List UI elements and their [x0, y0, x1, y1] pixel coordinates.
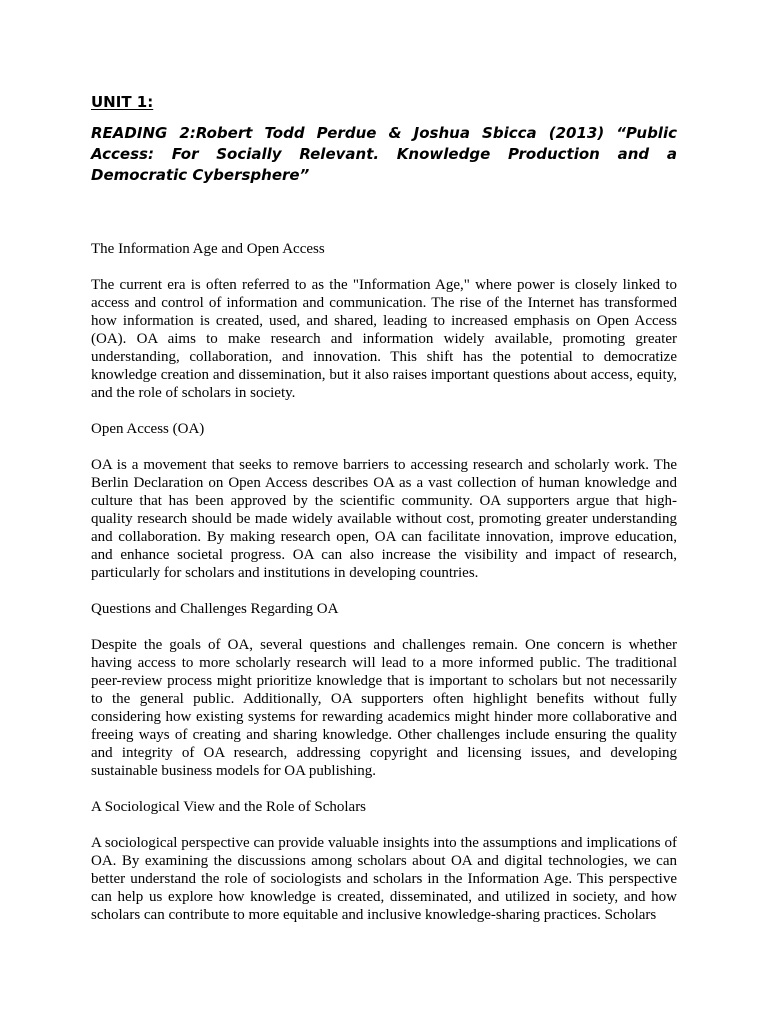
section-paragraph: A sociological perspective can provide valuable insights into the assumptions and implications of OA. By examining the discussions among scholars about OA and digital technologies, we can better understand the role of sociologists and scholars in the Information Age. This perspective can help us explore how knowledge is created, disseminated, and utilized in society, and how scholars can contribute to more equitable and inclusive knowledge-sharing practices. Scholars	[91, 835, 677, 923]
section-questions-challenges	[91, 600, 677, 780]
section-heading: Open Access (OA)	[91, 421, 205, 437]
section-open-access	[91, 420, 677, 582]
reading-title: READING 2:Robert Todd Perdue & Joshua Sbicca (2013) “Public Access: For Socially Relevant. Knowledge Production and a Democratic Cybersphere”	[91, 124, 677, 184]
section-heading: The Information Age and Open Access	[91, 241, 325, 257]
unit-heading: UNIT 1:	[91, 93, 154, 111]
section-sociological-view	[91, 798, 677, 924]
section-heading: A Sociological View and the Role of Scholars	[91, 799, 367, 815]
section-paragraph: OA is a movement that seeks to remove barriers to accessing research and scholarly work. The Berlin Declaration on Open Access describes OA as a vast collection of human knowledge and culture that has been approved by the scientific community. OA supporters argue that high-quality research should be made widely available without cost, promoting greater understanding and collaboration. By making research open, OA can facilitate innovation, improve education, and enhance societal progress. OA can also increase the visibility and impact of research, particularly for scholars and institutions in developing countries.	[91, 457, 677, 581]
section-paragraph: The current era is often referred to as the "Information Age," where power is closely linked to access and control of information and communication. The rise of the Internet has transformed how information is created, used, and shared, leading to increased emphasis on Open Access (OA). OA aims to make research and information widely available, promoting greater understanding, collaboration, and innovation. This shift has the potential to democratize knowledge creation and dissemination, but it also raises important questions about access, equity, and the role of scholars in society.	[91, 277, 677, 401]
section-heading: Questions and Challenges Regarding OA	[91, 601, 339, 617]
document-body	[91, 240, 677, 942]
section-information-age	[91, 240, 677, 402]
section-paragraph: Despite the goals of OA, several questions and challenges remain. One concern is whether having access to more scholarly research will lead to a more informed public. The traditional peer-review process might prioritize knowledge that is important to scholars but not necessarily to the general public. Additionally, OA supporters often highlight benefits without fully considering how existing systems for rewarding academics might hinder more collaborative and freeing ways of creating and sharing knowledge. Other challenges include ensuring the quality and integrity of OA research, addressing copyright and licensing issues, and developing sustainable business models for OA publishing.	[91, 637, 677, 779]
